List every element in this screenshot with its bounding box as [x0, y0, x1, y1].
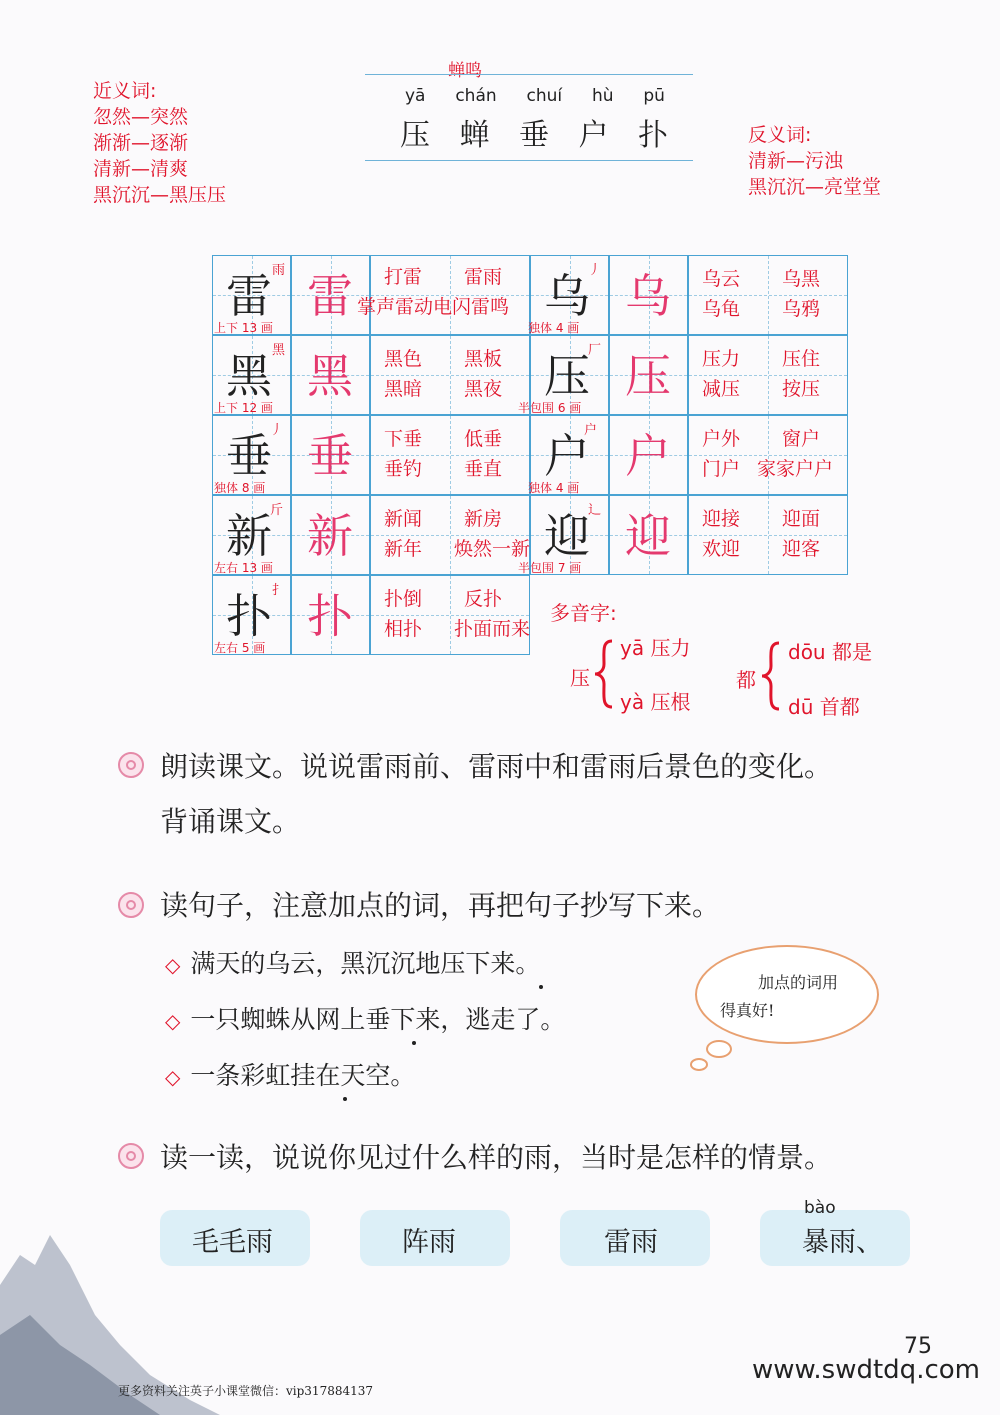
radical-note: 厂	[588, 343, 602, 358]
antonyms-title: 反义词:	[748, 124, 812, 146]
task-bullet-icon	[118, 892, 144, 918]
structure-note: 半包围 6 画	[518, 401, 582, 415]
pinyin: chuí	[526, 86, 563, 106]
rain-pinyin: bào	[804, 1198, 836, 1218]
word: 新闻	[384, 508, 423, 530]
word: 低垂	[464, 428, 503, 450]
rain-word: 毛毛雨	[192, 1227, 273, 1258]
word: 窗户	[782, 428, 821, 450]
traced-char: 压	[625, 349, 671, 403]
word: 黑板	[464, 348, 503, 370]
traced-char: 雷	[307, 269, 353, 323]
header-pinyin-row	[405, 86, 665, 106]
word: 黑暗	[384, 378, 423, 400]
word: 打雷	[384, 266, 423, 288]
character-grid	[212, 255, 848, 655]
task-text: 背诵课文。	[160, 805, 301, 838]
structure-note: 左右 5 画	[214, 641, 266, 655]
reading: yà 压根	[620, 690, 691, 714]
diamond-icon: ◇	[165, 1009, 181, 1033]
handwritten-note: 蝉鸣	[448, 61, 482, 81]
task-text: 读一读，说说你见过什么样的雨，当时是怎样的情景。	[160, 1141, 833, 1174]
task-bullet-icon	[118, 752, 144, 778]
radical-note: 辶	[588, 503, 602, 518]
word: 相扑	[384, 618, 423, 640]
radical-note: 斤	[270, 503, 284, 518]
polyphone-title: 多音字:	[550, 601, 617, 625]
pinyin: hù	[591, 86, 614, 106]
model-char: 乌	[544, 269, 590, 323]
word: 反扑	[464, 588, 503, 610]
radical-note: 扌	[272, 583, 286, 598]
header-char: 户	[578, 118, 611, 153]
word: 压住	[782, 348, 821, 370]
word: 新房	[464, 508, 503, 530]
model-char: 雷	[226, 269, 272, 323]
word: 户外	[702, 428, 741, 450]
example-sentence	[165, 1056, 415, 1092]
header-rule-bottom	[365, 160, 693, 161]
header-char: 扑	[638, 118, 670, 153]
word: 下垂	[384, 428, 423, 450]
word: 按压	[782, 378, 821, 400]
structure-note: 上下 12 画	[214, 401, 273, 415]
sentence-text: 一只蜘蛛从网上垂下来，逃走了。	[190, 1005, 566, 1034]
radical-note: 雨	[272, 263, 286, 278]
word: 黑色	[384, 348, 423, 370]
reading: yā 压力	[620, 636, 691, 660]
header-char: 蝉	[459, 118, 492, 153]
bubble-text: 得真好!	[720, 1001, 775, 1020]
model-char: 迎	[544, 509, 590, 563]
pinyin: chán	[455, 86, 497, 106]
polyphone-char: 压	[570, 666, 590, 690]
synonym-item: 清新—清爽	[93, 158, 189, 180]
word: 垂钓	[384, 458, 423, 480]
page-number: 75	[904, 1334, 932, 1359]
header-char-row	[400, 110, 670, 154]
synonym-item: 黑沉沉—黑压压	[93, 184, 227, 206]
word: 欢迎	[702, 538, 741, 560]
word: 迎面	[782, 508, 821, 530]
traced-char: 乌	[625, 269, 671, 323]
structure-note: 上下 13 画	[214, 321, 273, 335]
example-sentence	[165, 1000, 565, 1036]
radical-note: 丿	[270, 423, 284, 438]
model-char: 新	[226, 509, 272, 563]
reading: dōu 都是	[788, 640, 872, 664]
word: 迎接	[702, 508, 741, 530]
word: 乌黑	[782, 268, 821, 290]
synonyms-block	[93, 78, 226, 208]
word: 新年	[384, 538, 423, 560]
radical-note: 黑	[272, 343, 286, 358]
thought-bubble	[695, 945, 879, 1044]
traced-char: 迎	[625, 509, 671, 563]
rain-word: 暴雨、	[802, 1227, 883, 1258]
emphasis-dot	[412, 1041, 416, 1045]
brace-icon	[592, 638, 616, 710]
task-text: 朗读课文。说说雷雨前、雷雨中和雷雨后景色的变化。	[160, 750, 833, 783]
model-char: 扑	[226, 589, 272, 643]
brace-icon	[759, 640, 783, 712]
word: 迎客	[782, 538, 821, 560]
rain-word: 雷雨	[604, 1227, 658, 1258]
traced-char: 黑	[307, 349, 353, 403]
pinyin: pū	[643, 86, 665, 106]
model-char: 黑	[226, 349, 272, 403]
word: 雷雨	[464, 266, 503, 288]
word: 扑倒	[384, 588, 423, 610]
word: 焕然一新	[454, 538, 531, 560]
structure-note: 左右 13 画	[214, 561, 273, 575]
word: 扑面而来	[454, 618, 531, 640]
antonym-item: 黑沉沉—亮堂堂	[748, 176, 882, 198]
radical-note: 户	[584, 423, 598, 438]
traced-char: 户	[625, 429, 671, 483]
word: 乌云	[702, 268, 741, 290]
model-char: 垂	[226, 429, 272, 483]
watermark-site: www.swdtdq.com	[752, 1355, 980, 1385]
diamond-icon: ◇	[165, 1065, 181, 1089]
task-bullet-icon	[118, 1143, 144, 1169]
sentence-text: 满天的乌云，黑沉沉地压下来。	[190, 949, 541, 978]
traced-char: 垂	[307, 429, 353, 483]
word: 家家户户	[757, 458, 834, 480]
word: 减压	[702, 378, 741, 400]
traced-char: 扑	[307, 589, 353, 643]
sentence-text: 一条彩虹挂在天空。	[190, 1061, 416, 1090]
header-char: 垂	[519, 118, 551, 153]
rain-word: 阵雨	[402, 1227, 456, 1258]
radical-note: 丿	[588, 263, 602, 278]
example-sentence	[165, 944, 540, 980]
word: 压力	[702, 348, 741, 370]
footer-note: 更多资料关注英子小课堂微信：vip317884137	[118, 1384, 374, 1398]
word: 垂直	[464, 458, 503, 480]
diamond-icon: ◇	[165, 953, 181, 977]
header-char: 压	[400, 118, 432, 153]
traced-char: 新	[307, 509, 353, 563]
structure-note: 独体 8 画	[214, 481, 266, 495]
word: 门户	[702, 458, 741, 480]
word: 黑夜	[464, 378, 503, 400]
synonyms-title: 近义词:	[93, 80, 157, 102]
bubble-puff	[690, 1058, 708, 1071]
bubble-text: 加点的词用	[758, 973, 839, 992]
emphasis-dot	[343, 1097, 347, 1101]
antonyms-block	[748, 122, 881, 200]
model-char: 户	[544, 429, 590, 483]
structure-note: 独体 4 画	[528, 321, 580, 335]
pinyin: yā	[405, 86, 426, 106]
structure-note: 独体 4 画	[528, 481, 580, 495]
task-text: 读句子，注意加点的词，再把句子抄写下来。	[160, 889, 721, 922]
reading: dū 首都	[788, 695, 860, 719]
model-char: 压	[544, 349, 590, 403]
synonym-item: 忽然—突然	[93, 106, 189, 128]
antonym-item: 清新—污浊	[748, 150, 844, 172]
word: 乌龟	[702, 298, 741, 320]
word: 乌鸦	[782, 298, 821, 320]
synonym-item: 渐渐—逐渐	[93, 132, 189, 154]
header-rule-top	[365, 74, 693, 75]
emphasis-dot	[539, 985, 543, 989]
word: 掌声雷动电闪雷鸣	[357, 296, 510, 318]
bubble-puff	[706, 1040, 732, 1058]
structure-note: 半包围 7 画	[518, 561, 582, 575]
polyphone-char: 都	[736, 668, 756, 692]
